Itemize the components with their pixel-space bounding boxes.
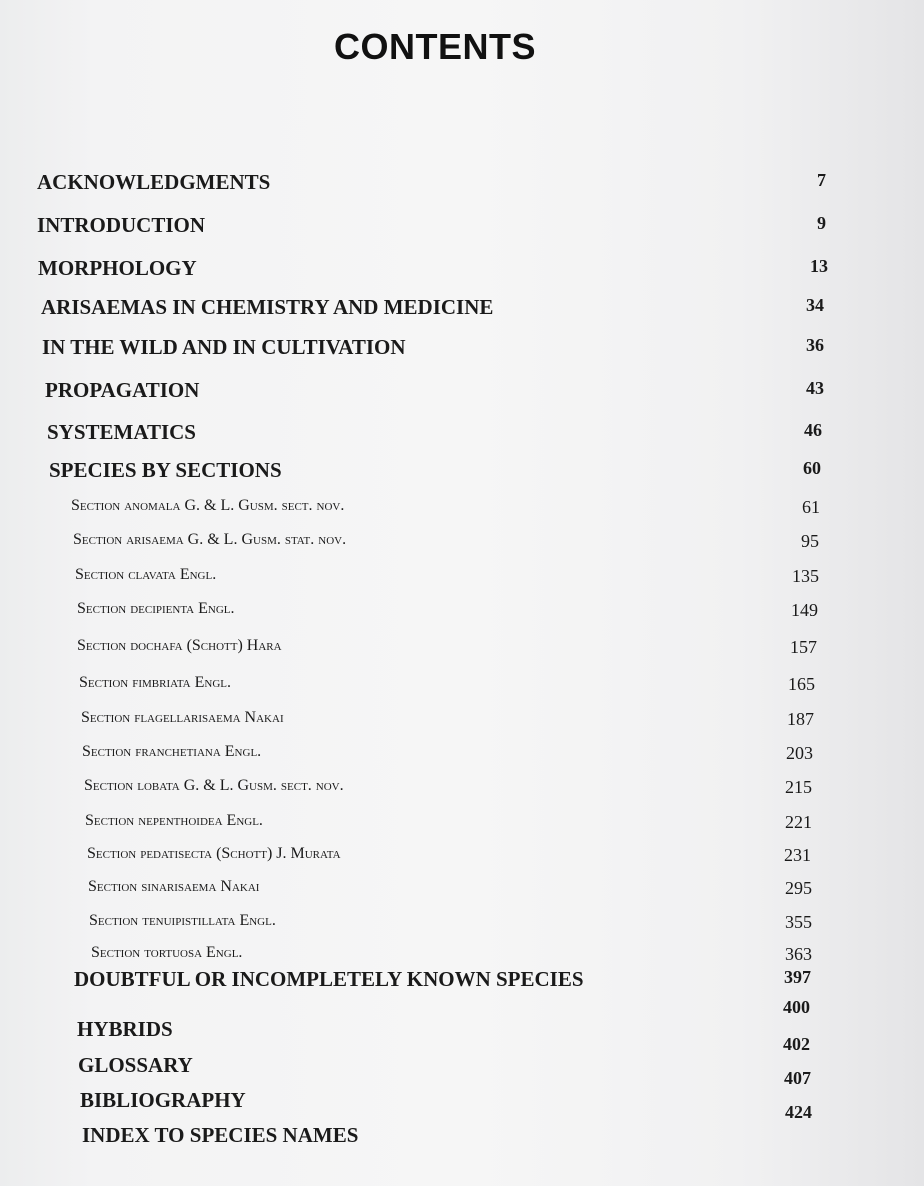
- entry-title: Section tortuosa Engl.: [91, 944, 243, 961]
- entry-title: Section arisaema G. & L. Gusm. stat. nov.: [73, 531, 347, 548]
- entry-title: Section fimbriata Engl.: [79, 674, 232, 691]
- entry-page: 295: [785, 878, 812, 898]
- entry-page: 203: [786, 743, 813, 763]
- entry-title: ARISAEMAS IN CHEMISTRY AND MEDICINE: [41, 295, 494, 319]
- entry-title: Section lobata G. & L. Gusm. sect. nov.: [84, 777, 344, 794]
- entry-page: 149: [791, 600, 818, 620]
- entry-title: Section franchetiana Engl.: [82, 743, 262, 760]
- entry-title: DOUBTFUL OR INCOMPLETELY KNOWN SPECIES: [74, 967, 584, 991]
- entry-page: 157: [790, 637, 817, 657]
- entry-title: Section tenuipistillata Engl.: [89, 912, 276, 929]
- entry-page: 407: [784, 1068, 811, 1088]
- entry-title: Section anomala G. & L. Gusm. sect. nov.: [71, 497, 345, 514]
- entry-title: BIBLIOGRAPHY: [80, 1088, 246, 1112]
- entry-title: INTRODUCTION: [37, 213, 206, 237]
- entry-page: 400: [783, 997, 810, 1017]
- entry-page: 363: [785, 944, 812, 964]
- entry-page: 43: [806, 378, 824, 398]
- entry-page: 221: [785, 812, 812, 832]
- entry-page: 402: [783, 1034, 810, 1054]
- entry-page: 165: [788, 674, 815, 694]
- entry-page: 46: [804, 420, 822, 440]
- entry-title: Section decipienta Engl.: [77, 600, 235, 617]
- entry-page: 7: [817, 170, 826, 190]
- entry-page: 36: [806, 335, 824, 355]
- entry-page: 215: [785, 777, 812, 797]
- page-title: CONTENTS: [334, 26, 536, 67]
- entry-title: MORPHOLOGY: [38, 256, 197, 280]
- entry-page: 60: [803, 458, 821, 478]
- entry-page: 135: [792, 566, 819, 586]
- entry-page: 187: [787, 709, 814, 729]
- entry-title: ACKNOWLEDGMENTS: [37, 170, 271, 194]
- entry-page: 424: [785, 1102, 812, 1122]
- entry-page: 397: [784, 967, 811, 987]
- entry-page: 231: [784, 845, 811, 865]
- entry-page: 61: [802, 497, 820, 517]
- entry-title: Section sinarisaema Nakai: [88, 878, 260, 895]
- entry-title: Section clavata Engl.: [75, 566, 217, 583]
- entry-page: 355: [785, 912, 812, 932]
- entry-title: GLOSSARY: [78, 1053, 193, 1077]
- entry-title: INDEX TO SPECIES NAMES: [82, 1123, 359, 1147]
- entry-title: SYSTEMATICS: [47, 420, 196, 444]
- entry-page: 34: [806, 295, 824, 315]
- entry-title: HYBRIDS: [77, 1017, 173, 1041]
- entry-page: 13: [810, 256, 828, 276]
- entry-title: IN THE WILD AND IN CULTIVATION: [42, 335, 406, 359]
- entry-title: Section pedatisecta (Schott) J. Murata: [87, 845, 341, 862]
- entry-title: Section dochafa (Schott) Hara: [77, 637, 282, 654]
- entry-title: Section flagellarisaema Nakai: [81, 709, 284, 726]
- entry-page: 95: [801, 531, 819, 551]
- entry-title: Section nepenthoidea Engl.: [85, 812, 263, 829]
- entry-page: 9: [817, 213, 826, 233]
- entry-title: PROPAGATION: [45, 378, 200, 402]
- entry-title: SPECIES BY SECTIONS: [49, 458, 282, 482]
